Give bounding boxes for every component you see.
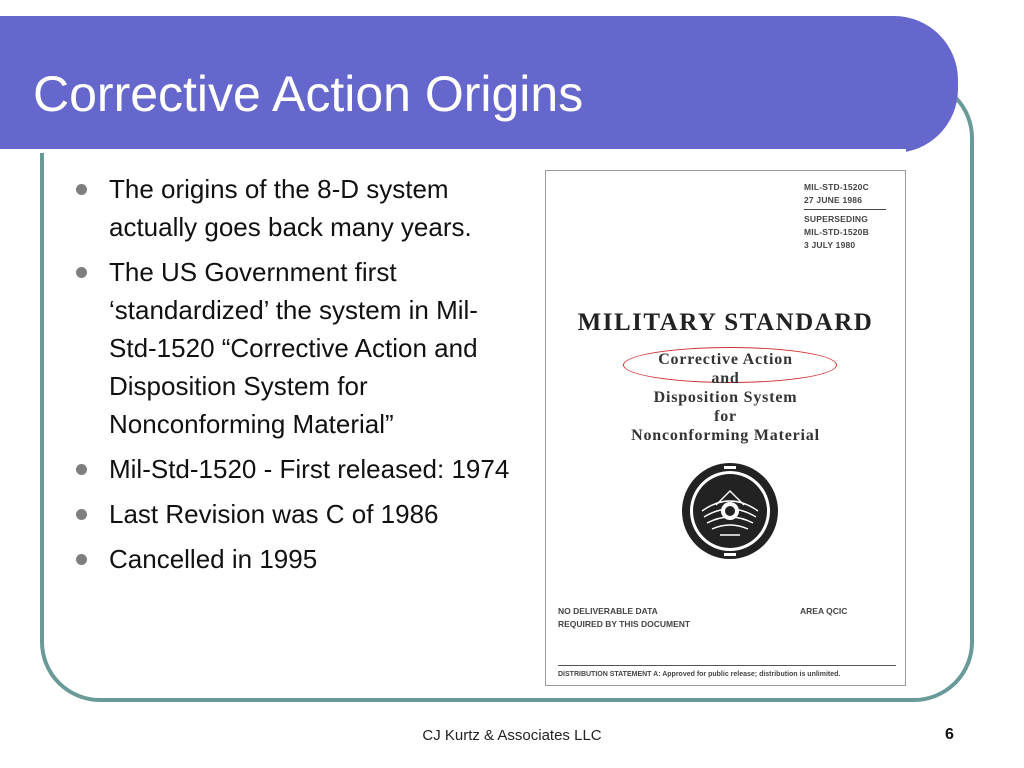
bullet-item	[72, 253, 512, 443]
page-number: 6	[945, 726, 954, 743]
distribution-statement: DISTRIBUTION STATEMENT A: Approved for public release; distribution is unlimited.	[558, 671, 841, 678]
bullet-item	[72, 170, 512, 246]
bullet-item	[72, 495, 512, 533]
doc-subtitle-line: Nonconforming Material	[631, 427, 820, 444]
doc-date: 27 JUNE 1986	[804, 195, 863, 205]
doc-subtitle-line: Corrective Action	[658, 351, 793, 368]
dod-seal-icon	[680, 461, 780, 561]
bullet-item	[72, 450, 512, 488]
prev-doc-id: MIL-STD-1520B	[804, 227, 869, 237]
doc-footer-rule	[558, 665, 896, 666]
bullet-text: Last Revision was C of 1986	[109, 499, 439, 529]
doc-subtitle-line: Disposition System	[653, 389, 798, 406]
bullet-text: The US Government first ‘standardized’ the system in Mil-Std-1520 “Corrective Action and Disposition System for Nonconforming Material”	[109, 257, 478, 439]
doc-subtitle-line: for	[714, 408, 737, 425]
slide-title: Corrective Action Origins	[33, 66, 584, 122]
title-underline	[0, 149, 906, 153]
bullet-dot-icon	[76, 267, 87, 278]
bullet-item	[72, 540, 512, 578]
doc-id: MIL-STD-1520C	[804, 182, 869, 192]
bullet-dot-icon	[76, 554, 87, 565]
superseding-label: SUPERSEDING	[804, 214, 869, 224]
bullet-list	[72, 170, 512, 585]
title-bar	[0, 16, 958, 153]
military-standard-title: MILITARY STANDARD	[577, 309, 874, 336]
prev-doc-date: 3 JULY 1980	[804, 240, 856, 250]
bullet-dot-icon	[76, 464, 87, 475]
doc-subtitle-line: and	[711, 370, 740, 387]
doc-header-rule	[804, 209, 886, 210]
doc-footer-left-2: REQUIRED BY THIS DOCUMENT	[558, 619, 691, 629]
doc-footer-right: AREA QCIC	[800, 606, 848, 616]
bullet-text: The origins of the 8-D system actually goes back many years.	[109, 174, 472, 242]
footer-company: CJ Kurtz & Associates LLC	[422, 727, 602, 744]
bullet-text: Mil-Std-1520 - First released: 1974	[109, 454, 510, 484]
doc-footer-left-1: NO DELIVERABLE DATA	[558, 606, 658, 616]
bullet-text: Cancelled in 1995	[109, 544, 318, 574]
bullet-dot-icon	[76, 509, 87, 520]
doc-header-block	[804, 181, 886, 252]
mil-std-cover-image	[545, 170, 906, 686]
bullet-dot-icon	[76, 184, 87, 195]
